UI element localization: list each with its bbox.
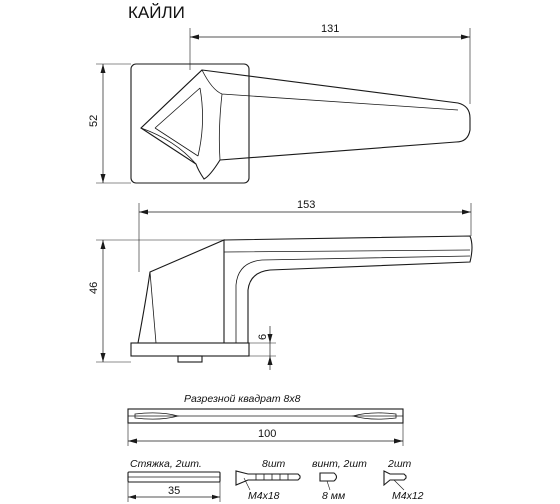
dim-153-arrow-left bbox=[139, 210, 148, 215]
screw-m4x18 bbox=[236, 471, 300, 485]
dim-131-arrow-right bbox=[461, 35, 470, 40]
set-screw-size-label: 8 мм bbox=[322, 490, 346, 502]
dim-100-label: 100 bbox=[258, 428, 277, 440]
side-view bbox=[88, 199, 472, 370]
dim-46-label: 46 bbox=[88, 281, 100, 294]
screw-size-label: М4х18 bbox=[248, 490, 280, 502]
side-spindle bbox=[178, 356, 202, 362]
dim-35-arrow-left bbox=[128, 495, 136, 499]
dim-153-label: 153 bbox=[297, 199, 316, 211]
dim-52-arrow-bottom bbox=[101, 174, 106, 183]
small-screw-count-label: 2шт bbox=[388, 458, 412, 470]
side-rosette bbox=[131, 343, 249, 356]
screw-count-label: 8шт bbox=[262, 458, 286, 470]
set-screw-label: винт, 2шт bbox=[312, 458, 367, 470]
dim-52-label: 52 bbox=[88, 114, 100, 127]
set-screw bbox=[320, 473, 337, 481]
tie-label: Стяжка, 2шт. bbox=[130, 458, 202, 470]
dim-100-arrow-right bbox=[394, 439, 403, 444]
dim-100-arrow-left bbox=[128, 439, 137, 444]
side-neck bbox=[138, 240, 224, 343]
split-square-label: Разрезной квадрат 8х8 bbox=[184, 393, 301, 405]
dim-35-label: 35 bbox=[168, 485, 181, 497]
top-view bbox=[88, 23, 470, 183]
small-screw-size-label: М4х12 bbox=[392, 490, 424, 502]
screw-m4x12 bbox=[384, 471, 406, 485]
dim-6-label: 6 bbox=[257, 333, 269, 340]
dim-46-arrow-top bbox=[101, 240, 106, 249]
dim-131-label: 131 bbox=[321, 23, 340, 35]
accessories bbox=[128, 458, 424, 502]
set-screw-leader bbox=[327, 481, 330, 490]
dim-52-arrow-top bbox=[101, 64, 106, 73]
side-neck-facet bbox=[150, 272, 156, 343]
screw-m4x12-leader bbox=[394, 480, 404, 490]
dim-35-arrow-right bbox=[212, 495, 220, 499]
dim-131-arrow-left bbox=[190, 35, 199, 40]
product-title: КАЙЛИ bbox=[128, 3, 185, 22]
screw-m4x18-thread bbox=[256, 474, 288, 480]
dim-6-arrow-bottom bbox=[268, 356, 273, 365]
top-lever bbox=[141, 70, 470, 179]
split-square-group bbox=[128, 393, 403, 446]
top-lever-tip bbox=[155, 88, 203, 156]
dim-153-arrow-right bbox=[462, 210, 471, 215]
dim-46-arrow-bottom bbox=[101, 353, 106, 362]
